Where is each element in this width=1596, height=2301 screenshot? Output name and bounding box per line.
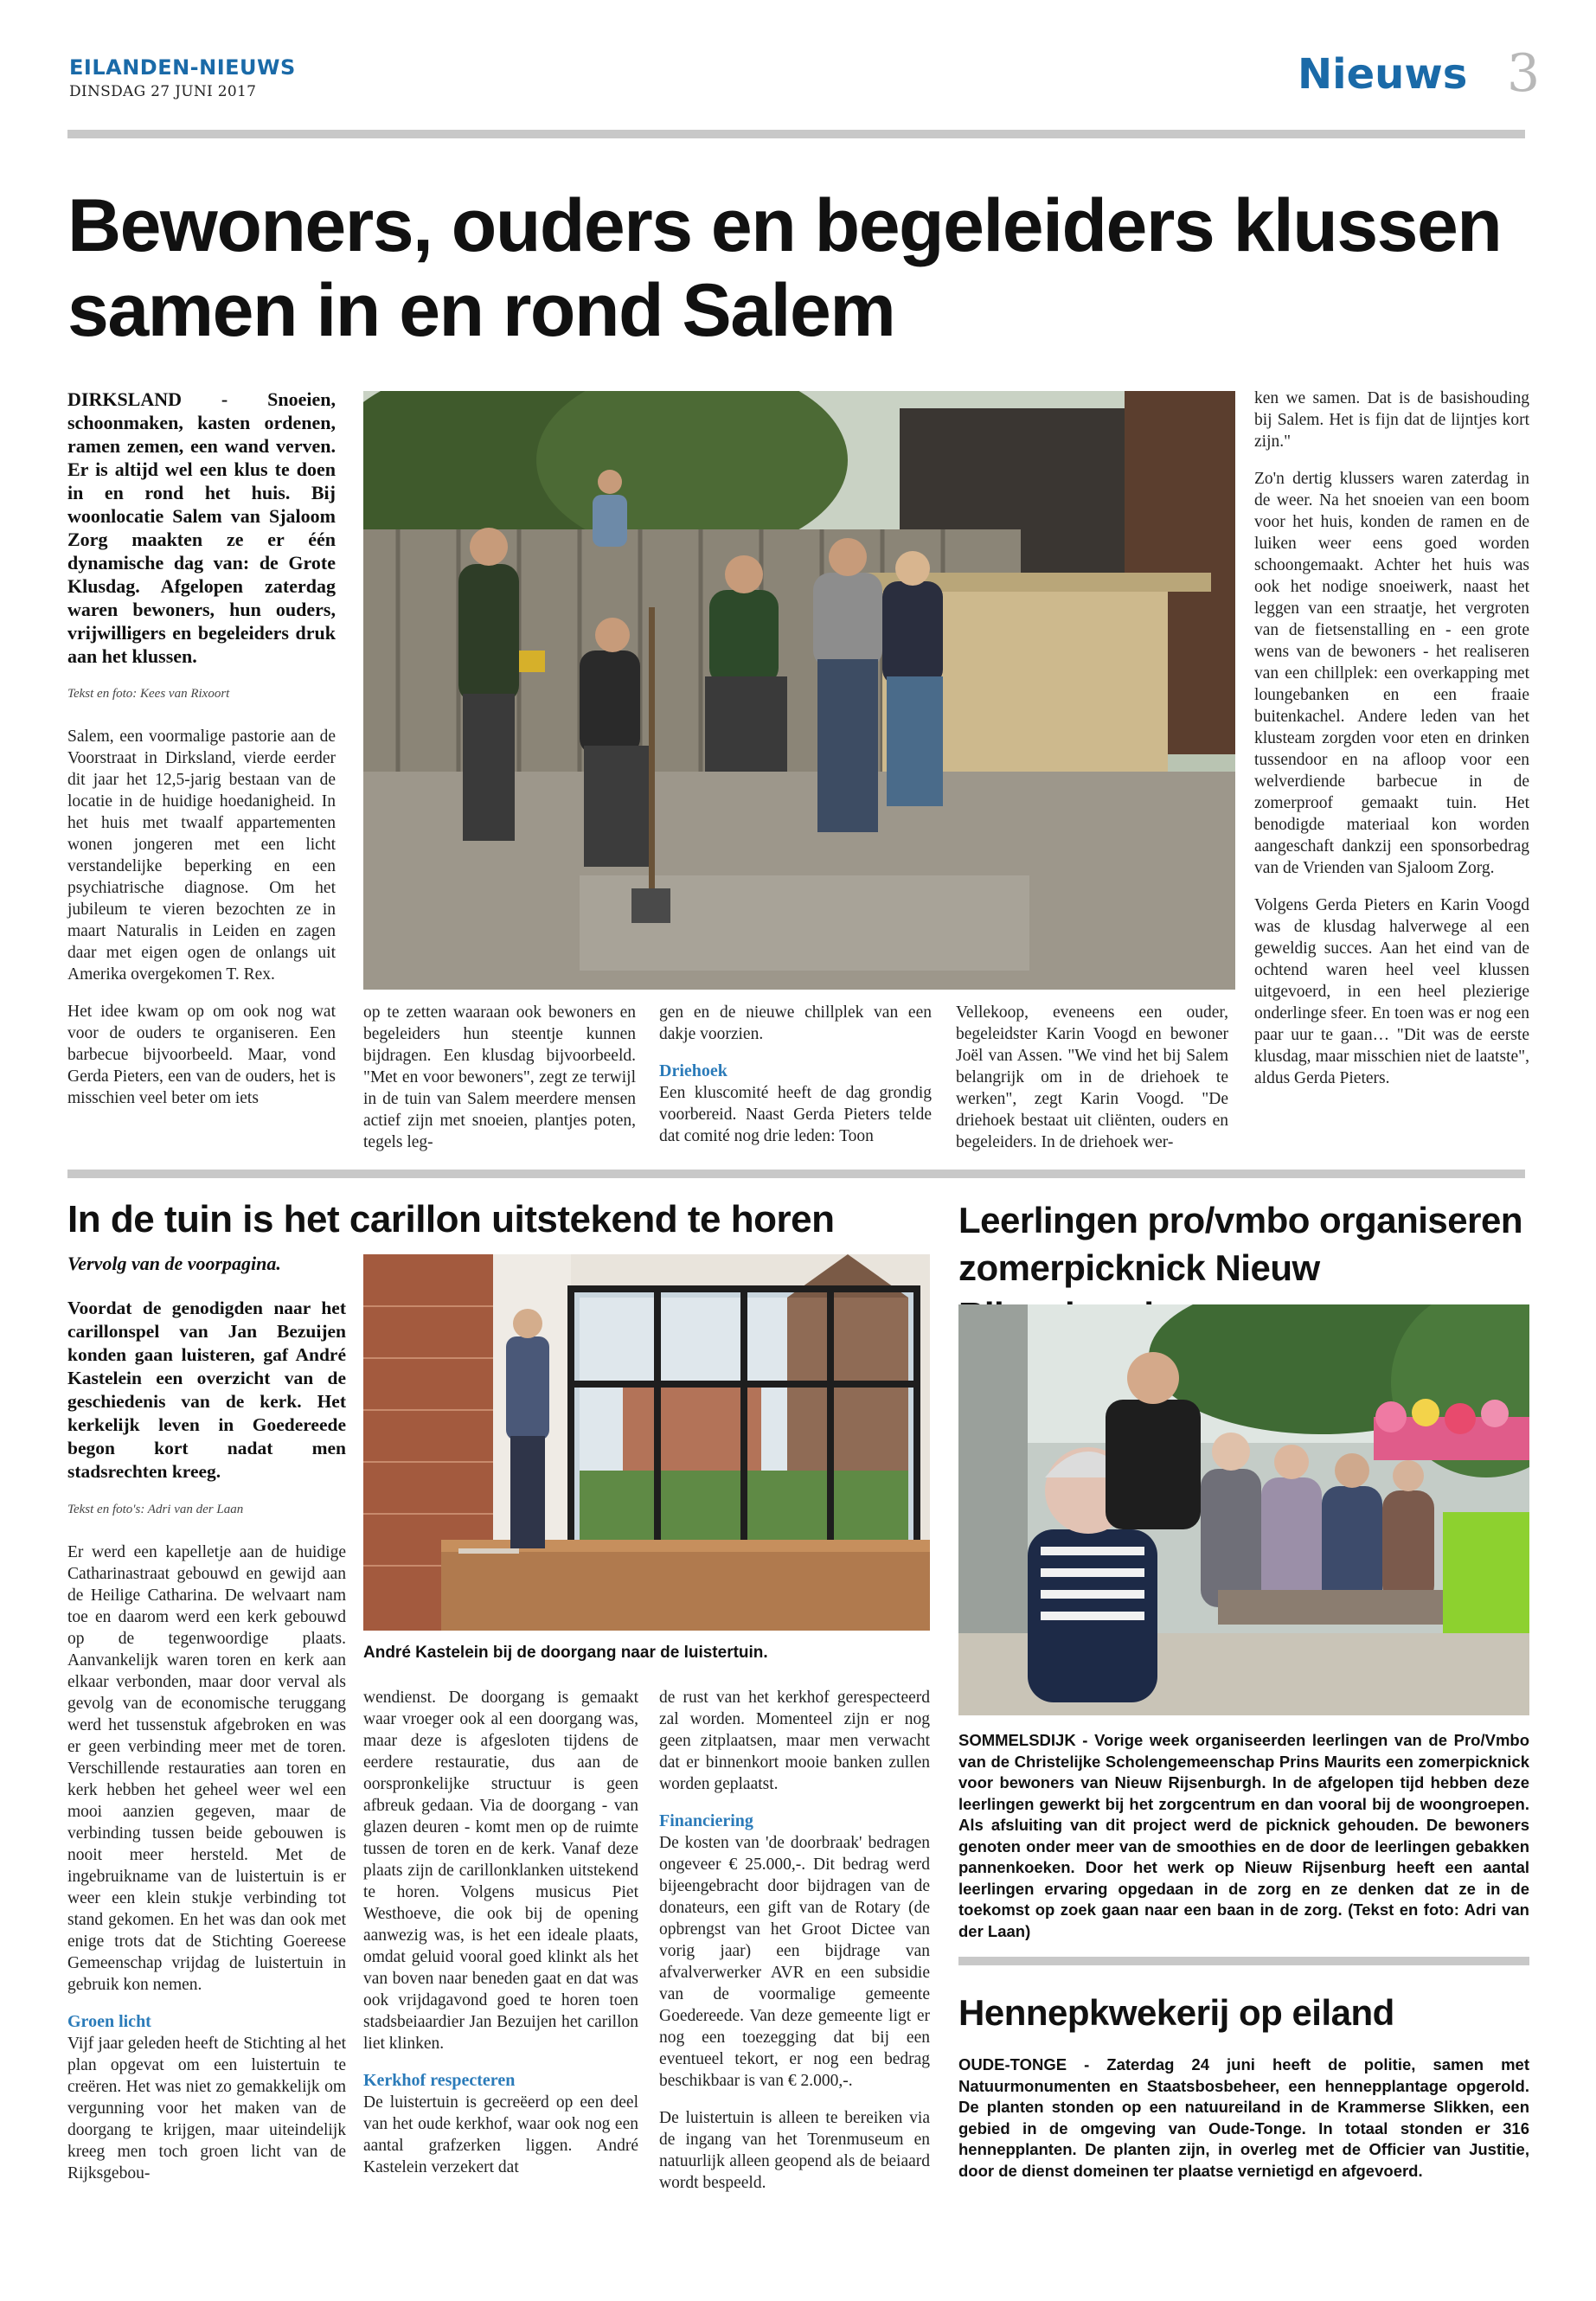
article1-col1 [67, 388, 336, 1109]
article2-col2 [363, 1687, 638, 2178]
article1-col3 [659, 1002, 932, 1147]
article2-headline: In de tuin is het carillon uitstekend te horen [67, 1198, 835, 1240]
article2-col3 [659, 1687, 930, 2194]
article2-kicker: Vervolg van de voorpagina. [67, 1253, 281, 1274]
carillon-photo [363, 1254, 930, 1631]
article2-paragraph: De luistertuin is alleen te bereiken via de ingang van het Torenmuseum en natuurlijk alleen geopend als de beiaard wordt bespeeld. [659, 2109, 930, 2192]
article1-paragraph: Volgens Gerda Pieters en Karin Voogd was de klusdag halverwege al een geweldig succes. Aan het eind van de ochtend waren heel veel klussen uitgevoerd, in een heel plezierige onderlinge sfeer. En toen was er nog een paar uur te gaan… "Dit was de eerste klusdag, maar misschien niet de laatste", aldus Gerda Pieters. [1254, 896, 1529, 1087]
article2-col1 [67, 1253, 346, 2184]
article1-subhead-driehoek: Driehoek [659, 1061, 727, 1080]
article1-paragraph: op te zetten waaraan ook bewoners en begeleiders hun steentje kunnen bijdragen. Een klusdag bijvoorbeeld. "Met en voor bewoners", zegt ze terwijl in de tuin van Salem meerdere mensen actief zijn met snoeien, plantjes poten, tegels leg- [363, 1003, 636, 1151]
article2-paragraph: wendienst. De doorgang is gemaakt waar vroeger ook al een doorgang was, maar deze is afgesloten tijdens de eerdere restauratie, dus aan de oorspronkelijke structuur is geen afbreuk gedaan. Via de doorgang - van glazen deuren - komt men op de ruimte tussen de toren en de kerk. Vanaf deze plaats zijn de carillonklanken uitstekend te horen. Volgens musicus Piet Westhoeve, die ook bij de opening aanwezig was, is het een ideale plaats, omdat geluid vooral goed klinkt als het van boven naar beneden gaat en dat was ook vrijdagavond goed te horen toen stadsbeiaardier Jan Bezuijen het carillon liet klinken. [363, 1689, 638, 2053]
section-label: Nieuws [1298, 50, 1468, 99]
picknick-photo [958, 1304, 1529, 1715]
article1-paragraph: Het idee kwam op om ook nog wat voor de ouders te organiseren. Een barbecue bijvoorbeeld. Maar, vond Gerda Pieters, een van de ouders, het is misschien veel beter om iets [67, 1003, 336, 1107]
paper-name: EILANDEN-NIEUWS [69, 55, 296, 80]
article2-credit: Tekst en foto's: Adri van der Laan [67, 1503, 244, 1516]
article4-headline: Hennepkwekerij op eiland [958, 1992, 1394, 2033]
carillon-photo-caption: André Kastelein bij de doorgang naar de luistertuin. [363, 1644, 768, 1662]
carillon-photo-image [363, 1254, 930, 1631]
article1-col4 [956, 1002, 1228, 1153]
article2-subhead-kerkhof: Kerkhof respecteren [363, 2071, 516, 2090]
article2-paragraph: de rust van het kerkhof gerespecteerd zal worden. Momenteel zijn er nog geen zitplaatsen, maar men verwacht dat er binnenkort mooie banken zullen worden geplaatst. [659, 1689, 930, 1793]
top-rule [67, 130, 1525, 138]
article1-col2 [363, 1002, 636, 1153]
article1-lead: DIRKSLAND - Snoeien, schoonmaken, kasten ordenen, ramen zemen, een wand verven. Er is altijd wel een klus te doen in en rond het huis. Bij woonlocatie Salem van Sjaloom Zorg maakten ze er één dynamische dag van: de Grote Klusdag. Afgelopen zaterdag waren bewoners, hun ouders, vrijwilligers en begeleiders druk aan het klussen. [67, 388, 336, 667]
article2-paragraph: De kosten van 'de doorbraak' bedragen ongeveer € 25.000,-. Dit bedrag werd bijeengebracht door bijdragen van de donateurs, een gift van de Rotary (de opbrengst van het Groot Dictee van vorig jaar) een bijdrage van afvalverwerker AVR en een subsidie van de voormalige gemeente Goedereede. Van deze gemeente ligt er nog een toezegging dat bij een eventueel tekort, er nog een bedrag beschikbaar is van € 2.000,-. [659, 1834, 930, 2090]
article2-paragraph: De luistertuin is gecreëerd op een deel van het oude kerkhof, waar ook nog een aantal grafzerken liggen. André Kastelein verzekert dat [363, 2093, 638, 2176]
article3-body: SOMMELSDIJK - Vorige week organiseerden leerlingen van de Pro/Vmbo van de Christelijke Scholengemeenschap Prins Maurits een zomerpicknick voor bewoners van Nieuw Rijsenburgh. In de afgelopen tijd hebben deze leerlingen gewerkt bij het zorgcentrum en dan vooral bij de woongroepen. Als afsluiting van dit project werd de picknick gehouden. De bewoners genoten onder meer van de smoothies en de door de leerlingen gebakken pannenkoeken. Door het werk op Nieuw Rijsenburg heeft een aantal leerlingen ervaring opgedaan in de zorg en ze denken dat ze in de toekomst op zoek gaan naar een baan in de zorg. (Tekst en foto: Adri van der Laan) [958, 1731, 1529, 1940]
article1-col5 [1254, 388, 1529, 1089]
article2-paragraph: Er werd een kapelletje aan de huidige Catharinastraat gebouwd en gewijd aan de Heilige Catharina. De welvaart nam toe en daarom werd een kerk gebouwd op de tegenwoordige plaats. Aanvankelijk waren toren en kerk aan elkaar verbonden, maar door verval als gevolg van de economische teruggang werd het tussenstuk afgebroken en was er geen verbinding meer met de toren. Verschillende restauraties aan toren en kerk hebben het geheel weer wel een mooi aanzien gegeven, maar de verbinding tussen beide gebouwen is nooit meer hersteld. Met de ingebruikname van de luistertuin is er weer een klein stukje verbinding tot stand gekomen. En het was dan ook met enige trots dat de Stichting Goereese Gemeenschap vrijdag de luistertuin in gebruik kon nemen. [67, 1543, 346, 1994]
article1-paragraph: Een kluscomité heeft de dag grondig voorbereid. Naast Gerda Pieters telde dat comité nog drie leden: Toon [659, 1084, 932, 1145]
article1-paragraph: ken we samen. Dat is de basishouding bij Salem. Het is fijn dat de lijntjes kort zijn." [1254, 389, 1529, 451]
mid-rule [67, 1170, 1525, 1178]
article2-subhead-financiering: Financiering [659, 1811, 753, 1830]
article1-credit: Tekst en foto: Kees van Rixoort [67, 687, 230, 701]
article1-paragraph: gen en de nieuwe chillplek van een dakje voorzien. [659, 1003, 932, 1043]
article1-paragraph: Vellekoop, eveneens een ouder, begeleidster Karin Voogd en bewoner Joël van Assen. "We vind het bij Salem belangrijk om in de driehoek te werken", zegt Karin Voogd. "De driehoek bestaat uit cliënten, ouders en begeleiders. In de driehoek wer- [956, 1003, 1228, 1151]
article1-paragraph: Zo'n dertig klussers waren zaterdag in de weer. Na het snoeien van een boom voor het huis, konden de ramen en de luiken weer eens goed worden schoongemaakt. Achter het huis was ook het nodige snoeiwerk, naast het leggen van een straatje, het vergroten van de fietsenstalling en - een grote wens van de bewoners - het realiseren van een chillplek: een overkapping met loungebanken en een fraaie buitenkachel. Andere leden van het klusteam zorgden voor eten en drinken tussendoor en na afloop voor een welverdiende barbecue in de zomerproof gemaakt tuin. Het benodigde materiaal kon worden aangeschaft dankzij een sponsorbedrag van de Vrienden van Sjaloom Zorg. [1254, 470, 1529, 877]
article2-subhead-groen-licht: Groen licht [67, 2012, 151, 2031]
article2-paragraph: Vijf jaar geleden heeft de Stichting al het plan opgevat om een luistertuin te creëren. Het was niet zo gemakkelijk om vergunning voor het maken van de doorgang te krijgen, maar uiteindelijk kreeg men toch groen licht van de Rijksgebou- [67, 2035, 346, 2182]
article1-headline: Bewoners, ouders en begeleiders klussen samen in en rond Salem [67, 184, 1502, 352]
page-number: 3 [1507, 43, 1541, 104]
picknick-photo-image [958, 1304, 1529, 1715]
article1-paragraph: Salem, een voormalige pastorie aan de Voorstraat in Dirksland, vierde eerder dit jaar het 12,5-jarig bestaan van de locatie in de huidige hoedanigheid. In het huis met twaalf appartementen wonen jongeren met een licht verstandelijke beperking en een psychiatrische diagnose. Om het jubileum te vieren bezochten ze in maart Naturalis in Leiden en zagen daar met eigen ogen de onlangs uit Amerika overgekomen T. Rex. [67, 727, 336, 984]
klusdag-photo [363, 391, 1235, 990]
article3-headline: Leerlingen pro/vmbo organiseren zomerpicknick Nieuw [958, 1200, 1522, 1288]
article4-rule [958, 1957, 1529, 1965]
issue-date: DINSDAG 27 JUNI 2017 [69, 83, 257, 100]
klusdag-photo-image [363, 391, 1235, 990]
article4-body: OUDE-TONGE - Zaterdag 24 juni heeft de politie, samen met Natuurmonumenten en Staatsbosbeheer, een hennepplantage opgerold. De planten stonden op een natuureiland in de Krammerse Slikken, een gebied in de omgeving van Oude-Tonge. In totaal stonden er 316 hennepplanten. De planten zijn, in overleg met de Officier van Justitie, door de dienst domeinen ter plaatse vernietigd en afgevoerd. [958, 2055, 1529, 2180]
article2-lead: Voordat de genodigden naar het carillonspel van Jan Bezuijen konden gaan luisteren, gaf André Kastelein een overzicht van de geschiedenis van de kerk. Het kerkelijk leven in Goedereede begon kort nadat men stadsrechten kreeg. [67, 1298, 346, 1482]
